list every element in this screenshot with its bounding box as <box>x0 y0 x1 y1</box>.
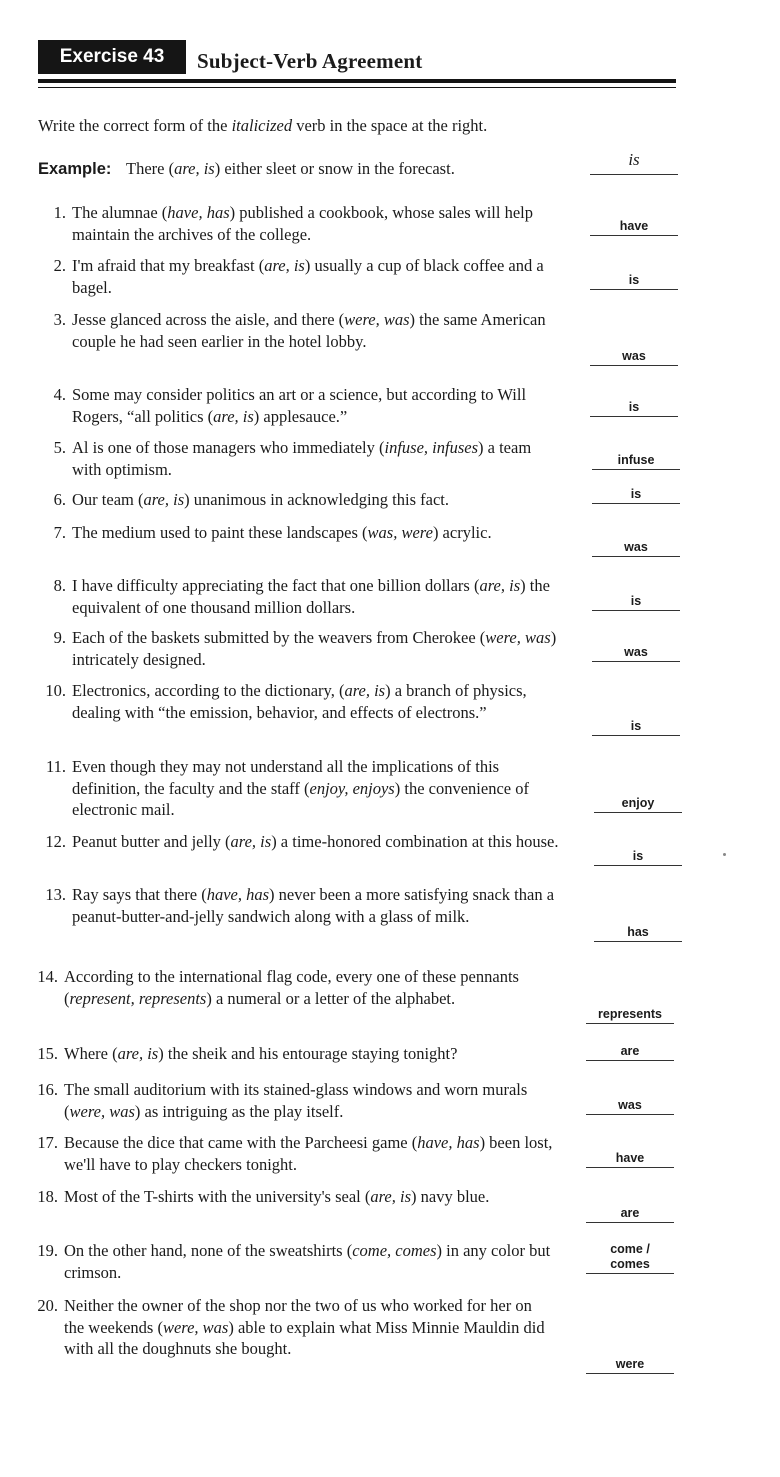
example-sentence: There (are, is) either sleet or snow in the forecast. <box>126 159 455 178</box>
item-number: 8. <box>53 576 66 595</box>
item-answer-blank: have <box>586 1151 674 1168</box>
item-sentence: Peanut butter and jelly (are, is) a time-honored combination at this house. <box>72 832 559 851</box>
item-answer-blank: come / comes <box>586 1242 674 1274</box>
example-answer: is <box>590 150 678 175</box>
item-answer-blank: were <box>586 1357 674 1374</box>
item-answer-blank: are <box>586 1044 674 1061</box>
item-sentence: Neither the owner of the shop nor the two of us who worked for her on the weekends (were, was) able to explain what Miss Minnie Mauldin did with all the doughnuts she bought. <box>64 1296 545 1359</box>
item-sentence: Most of the T-shirts with the university's seal (are, is) navy blue. <box>64 1187 490 1206</box>
item-number: 15. <box>37 1044 58 1063</box>
item-sentence: Ray says that there (have, has) never been a more satisfying snack than a peanut-butter-and-jelly sandwich along with a glass of milk. <box>72 885 555 926</box>
exercise-title: Subject-Verb Agreement <box>197 49 423 73</box>
item-sentence: Jesse glanced across the aisle, and there (were, was) the same American couple he had seen earlier in the hotel lobby. <box>72 310 546 351</box>
item-sentence: I'm afraid that my breakfast (are, is) usually a cup of black coffee and a bagel. <box>72 256 544 297</box>
item-number: 5. <box>53 438 66 457</box>
header-rule-thin <box>38 87 676 88</box>
item-number: 17. <box>37 1133 58 1152</box>
item-number: 12. <box>45 832 66 851</box>
item-number: 9. <box>53 628 66 647</box>
item-answer-blank: infuse <box>592 453 680 470</box>
item-answer-blank: is <box>592 487 680 504</box>
instructions: Write the correct form of the italicized verb in the space at the right. <box>38 116 488 135</box>
item-answer-blank: was <box>592 540 680 557</box>
item-sentence: Some may consider politics an art or a science, but according to Will Rogers, “all politics (are, is) applesauce.” <box>72 385 527 426</box>
item-number: 13. <box>45 885 66 904</box>
item-sentence: Our team (are, is) unanimous in acknowledging this fact. <box>72 490 449 509</box>
item-sentence: Electronics, according to the dictionary, (are, is) a branch of physics, dealing with “the emission, behavior, and effects of electrons.” <box>72 681 527 722</box>
item-number: 6. <box>53 490 66 509</box>
item-number: 10. <box>45 681 66 700</box>
item-number: 4. <box>53 385 66 404</box>
item-answer-blank: was <box>590 349 678 366</box>
item-answer-blank: is <box>590 400 678 417</box>
item-answer-blank: was <box>592 645 680 662</box>
scan-speck <box>723 853 726 856</box>
item-answer-blank: are <box>586 1206 674 1223</box>
item-answer-blank: is <box>592 719 680 736</box>
item-answer-blank: is <box>594 849 682 866</box>
item-answer-blank: was <box>586 1098 674 1115</box>
header-rule-thick <box>38 79 676 83</box>
item-sentence: Each of the baskets submitted by the weavers from Cherokee (were, was) intricately designed. <box>72 628 557 669</box>
item-sentence: Where (are, is) the sheik and his entourage staying tonight? <box>64 1044 458 1063</box>
item-answer-blank: have <box>590 219 678 236</box>
item-sentence: Even though they may not understand all the implications of this definition, the faculty and the staff (enjoy, enjoys) the convenience of electronic mail. <box>72 757 529 820</box>
item-number: 2. <box>53 256 66 275</box>
item-sentence: The medium used to paint these landscapes (was, were) acrylic. <box>72 523 492 542</box>
item-sentence: Al is one of those managers who immediately (infuse, infuses) a team with optimism. <box>72 438 532 479</box>
example-label: Example: <box>38 160 112 178</box>
item-sentence: The alumnae (have, has) published a cookbook, whose sales will help maintain the archives of the college. <box>72 203 533 244</box>
item-sentence: I have difficulty appreciating the fact that one billion dollars (are, is) the equivalent of one thousand million dollars. <box>72 576 550 617</box>
item-number: 3. <box>53 310 66 329</box>
item-number: 20. <box>37 1296 58 1315</box>
item-number: 18. <box>37 1187 58 1206</box>
item-number: 14. <box>37 967 58 986</box>
item-answer-blank: has <box>594 925 682 942</box>
item-answer-blank: represents <box>586 1007 674 1024</box>
item-number: 7. <box>53 523 66 542</box>
item-sentence: On the other hand, none of the sweatshirts (come, comes) in any color but crimson. <box>64 1241 551 1282</box>
item-sentence: The small auditorium with its stained-glass windows and worn murals (were, was) as intriguing as the play itself. <box>64 1080 528 1121</box>
item-answer-blank: is <box>590 273 678 290</box>
item-answer-blank: enjoy <box>594 796 682 813</box>
item-answer-blank: is <box>592 594 680 611</box>
item-sentence: According to the international flag code, every one of these pennants (represent, represents) a numeral or a letter of the alphabet. <box>64 967 519 1008</box>
item-number: 19. <box>37 1241 58 1260</box>
item-number: 16. <box>37 1080 58 1099</box>
item-number: 1. <box>53 203 66 222</box>
item-sentence: Because the dice that came with the Parcheesi game (have, has) been lost, we'll have to play checkers tonight. <box>64 1133 553 1174</box>
item-number: 11. <box>45 757 66 776</box>
exercise-number-badge: Exercise 43 <box>38 40 186 74</box>
